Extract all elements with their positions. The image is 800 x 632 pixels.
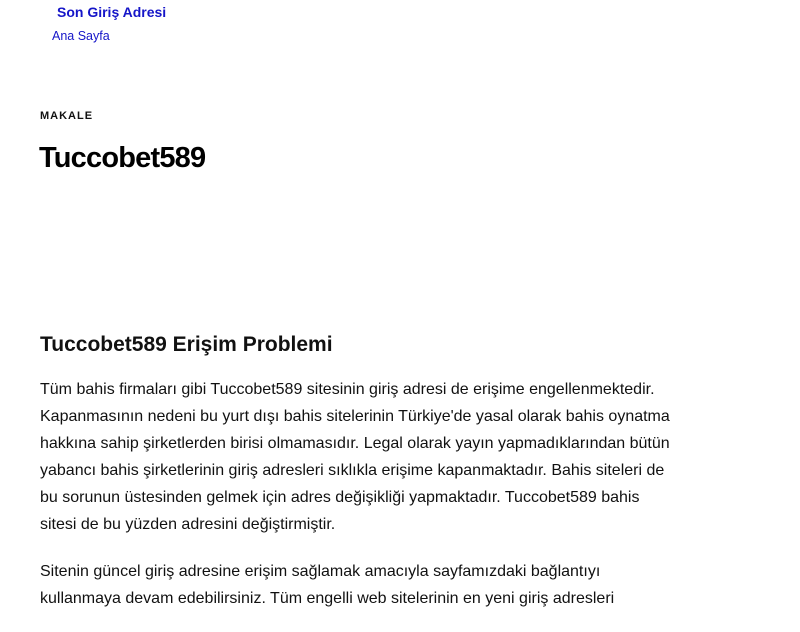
paragraph-line: Sitenin güncel giriş adresine erişim sağlamak amacıyla sayfamızdaki bağlantıyı (40, 563, 601, 580)
section-heading: Tuccobet589 Erişim Problemi (40, 333, 333, 356)
paragraph-line: bu sorunun üstesinden gelmek için adres değişikliği yapmaktadır. Tuccobet589 bahis (40, 489, 640, 506)
article-body (40, 376, 730, 632)
category-label: MAKALE (40, 110, 94, 122)
paragraph (40, 558, 730, 612)
nav-link-home[interactable]: Ana Sayfa (52, 29, 110, 43)
paragraph-line: hakkına sahip şirketlerden birisi olmamasıdır. Legal olarak yayın yapmadıklarından bütün (40, 435, 670, 452)
page-title: Tuccobet589 (39, 142, 206, 174)
paragraph (40, 376, 730, 538)
site-title-link[interactable]: Son Giriş Adresi (57, 4, 167, 20)
paragraph-line: Kapanmasının nedeni bu yurt dışı bahis sitelerinin Türkiye'de yasal olarak bahis oynatma (40, 408, 670, 425)
paragraph-line: Tüm bahis firmaları gibi Tuccobet589 sitesinin giriş adresi de erişime engellenmektedir. (40, 381, 655, 398)
paragraph-line: kullanmaya devam edebilirsiniz. Tüm engelli web sitelerinin en yeni giriş adresleri (40, 590, 615, 607)
paragraph-line: sitesi de bu yüzden adresini değiştirmiştir. (40, 516, 336, 533)
paragraph-line: yabancı bahis şirketlerinin giriş adresleri sıklıkla erişime kapanmaktadır. Bahis siteleri de (40, 462, 665, 479)
